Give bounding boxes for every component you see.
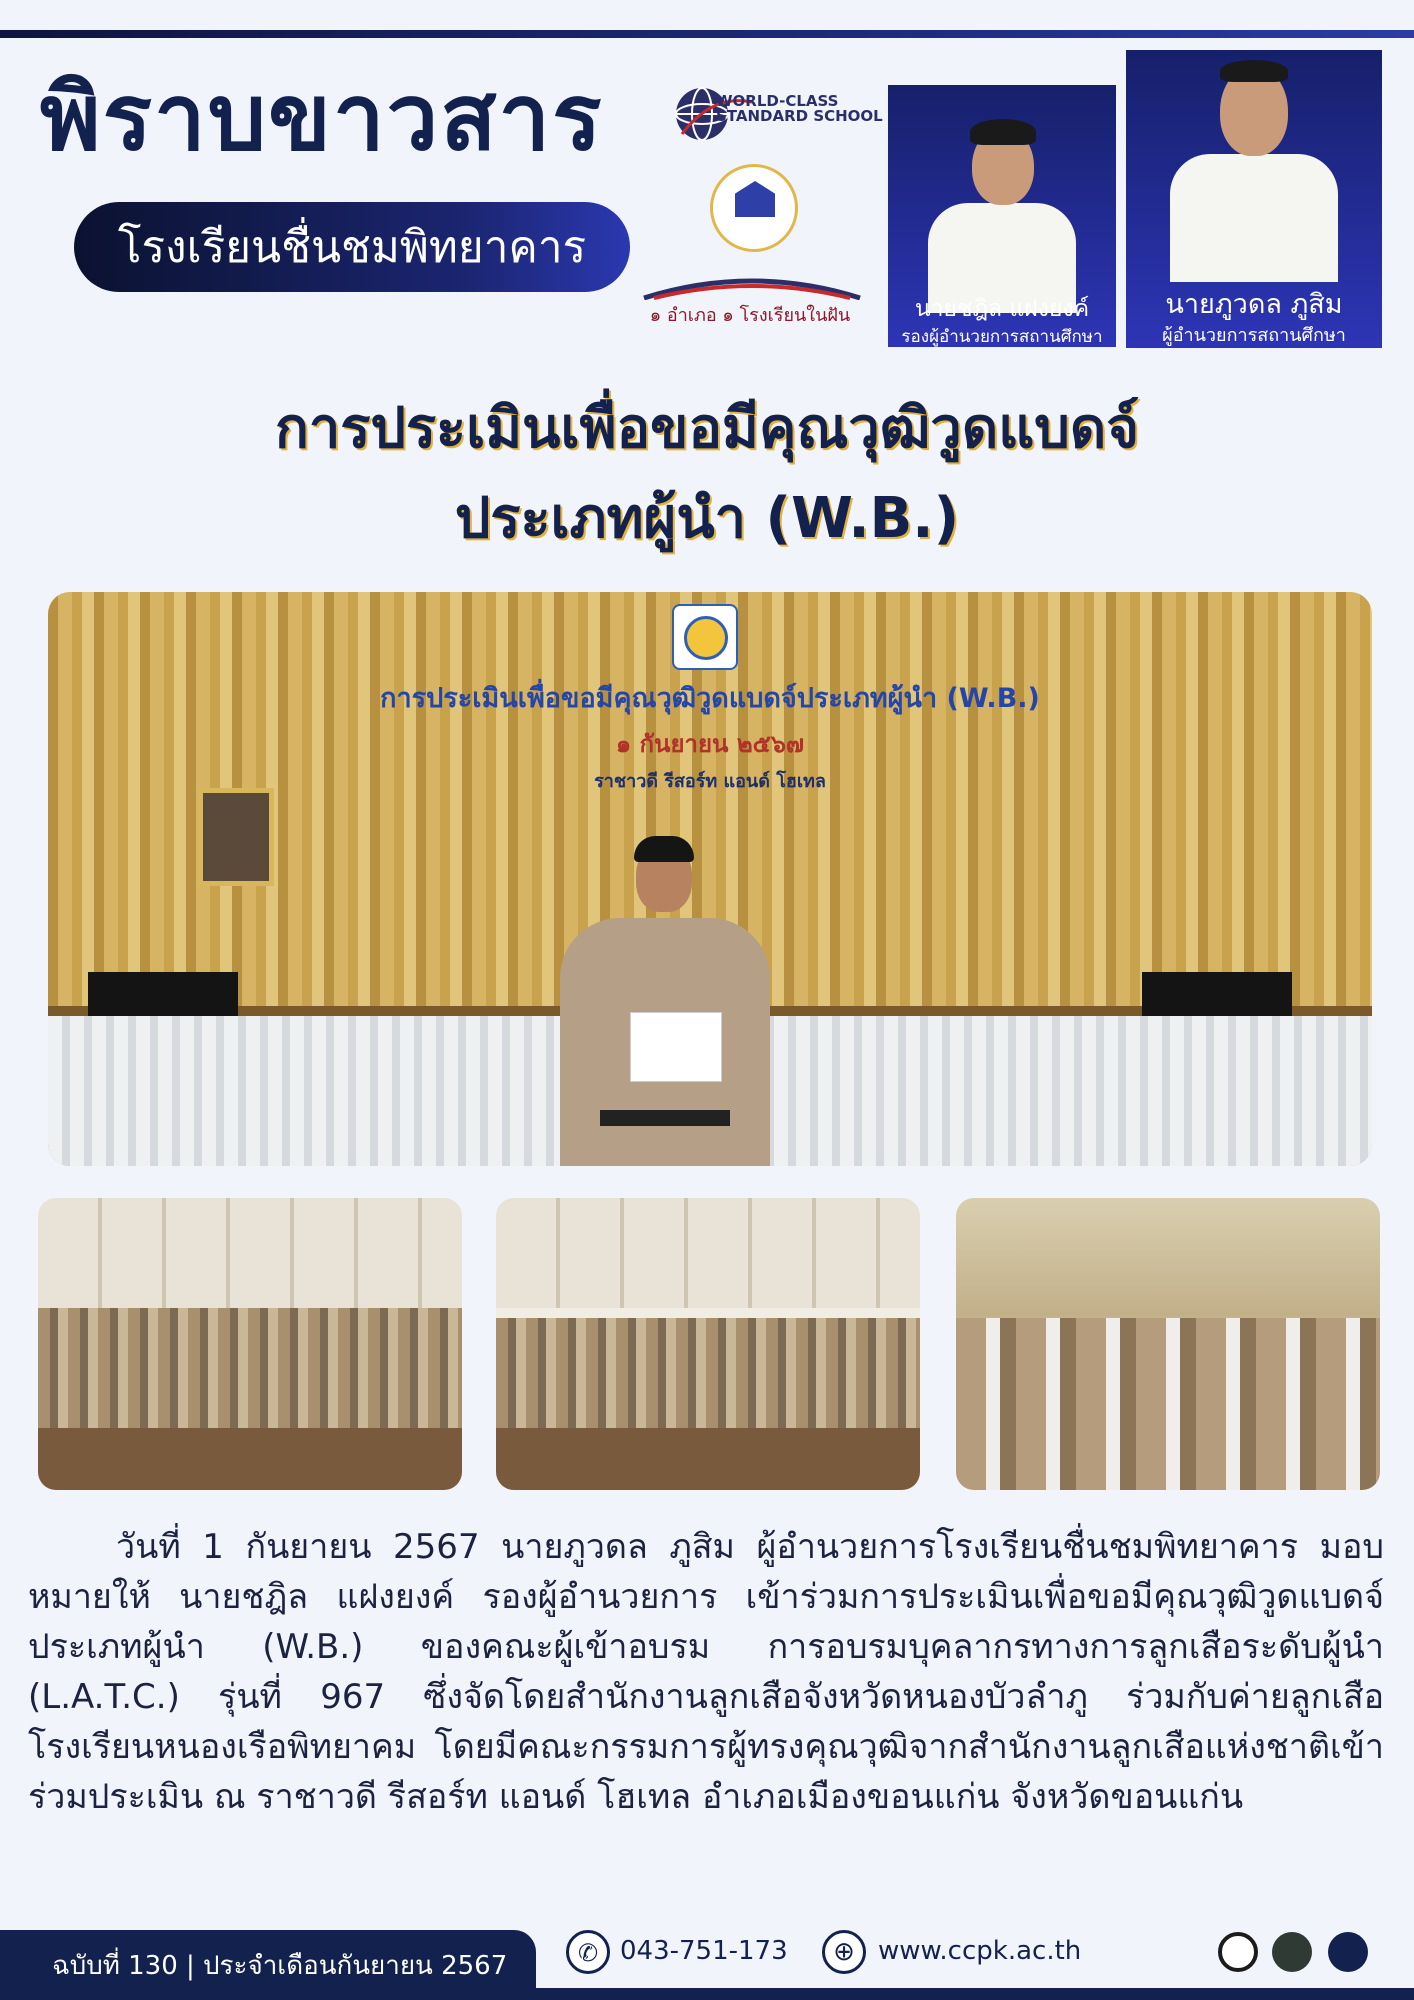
one-district-arc-logo bbox=[640, 270, 864, 300]
world-class-logo-text bbox=[716, 94, 883, 124]
school-name-badge: โรงเรียนชื่นชมพิทยาคาร bbox=[74, 202, 630, 292]
hair bbox=[1220, 60, 1288, 82]
scout-seal bbox=[672, 604, 738, 670]
globe-icon: ⊕ bbox=[822, 1930, 866, 1974]
certificate bbox=[630, 1012, 722, 1082]
classroom-photo bbox=[956, 1198, 1380, 1490]
decor-dot-outline bbox=[1218, 1932, 1258, 1972]
article-body bbox=[28, 1522, 1384, 1822]
hall-photo-1 bbox=[38, 1198, 462, 1490]
newsletter-masthead: พิราบขาวสาร bbox=[40, 64, 604, 171]
main-event-photo bbox=[48, 592, 1372, 1166]
quality-school-emblem bbox=[710, 164, 798, 252]
wcs-line-2: STANDARD SCHOOL bbox=[716, 107, 883, 125]
banner-venue: ราชาวดี รีสอร์ท แอนด์ โฮเทล bbox=[594, 771, 826, 792]
headline-line-1: การประเมินเพื่อขอมีคุณวุฒิวูดแบดจ์ bbox=[274, 396, 1140, 461]
one-district-logo-text: ๑ อำเภอ ๑ โรงเรียนในฝัน bbox=[649, 305, 851, 326]
wcs-line-1: WORLD-CLASS bbox=[716, 92, 839, 110]
director-portrait bbox=[1126, 50, 1382, 348]
website-link[interactable]: www.ccpk.ac.th bbox=[878, 1936, 1082, 1966]
director-name: นายภูวดล ภูสิม bbox=[1165, 289, 1343, 320]
hair bbox=[970, 119, 1036, 145]
top-accent-bar bbox=[0, 30, 1414, 38]
deputy-director-position: รองผู้อำนวยการสถานศึกษา bbox=[901, 327, 1103, 347]
phone-number[interactable]: 043-751-173 bbox=[620, 1936, 788, 1966]
director-position: ผู้อำนวยการสถานศึกษา bbox=[1162, 325, 1346, 346]
issue-info-bar bbox=[0, 1930, 536, 2000]
article-paragraph: วันที่ 1 กันยายน 2567 นายภูวดล ภูสิม ผู้อำนวยการโรงเรียนชื่นชมพิทยาคาร มอบหมายให้ นายชฎิล แฝงยงค์ รองผู้อำนวยการ เข้าร่วมการประเมินเพื่อขอมีคุณวุฒิวูดแบดจ์ประเภทผู้นำ (W.B.) ของคณะผู้เข้าอบรม การอบรมบุคลากรทางการลูกเสือระดับผู้นำ (L.A.T.C.) รุ่นที่ 967 ซึ่งจัดโดยสำนักงานลูกเสือจังหวัดหนองบัวลำภู ร่วมกับค่ายลูกเสือโรงเรียนหนองเรือพิทยาคม โดยมีคณะกรรมการผู้ทรงคุณวุฒิจากสำนักงานลูกเสือแห่งชาติเข้าร่วมประเมิน ณ ราชาวดี รีสอร์ท แอนด์ โฮเทล อำเภอเมืองขอนแก่น จังหวัดขอนแก่น bbox=[28, 1527, 1384, 1817]
deputy-director-portrait bbox=[888, 85, 1116, 347]
issue-info: ฉบับที่ 130 | ประจำเดือนกันยายน 2567 bbox=[52, 1950, 508, 1981]
banner-title: การประเมินเพื่อขอมีคุณวุฒิวูดแบดจ์ประเภทผู้นำ (W.B.) bbox=[380, 683, 1040, 714]
uniform bbox=[1170, 154, 1338, 282]
banner-date: ๑ กันยายน ๒๕๖๗ bbox=[615, 730, 805, 758]
scout-leader-figure bbox=[560, 840, 770, 1166]
deputy-director-name: นายชฎิล แฝงยงค์ bbox=[914, 296, 1090, 322]
stage-speaker-left bbox=[88, 972, 238, 1016]
decor-dot-dark bbox=[1272, 1932, 1312, 1972]
headline-line-2: ประเภทผู้นำ (W.B.) bbox=[454, 486, 960, 551]
royal-portrait-frame bbox=[198, 788, 274, 886]
decor-dot-navy bbox=[1328, 1932, 1368, 1972]
phone-icon: ✆ bbox=[566, 1930, 610, 1974]
footer-strip bbox=[536, 1988, 1414, 2000]
hall-photo-2 bbox=[496, 1198, 920, 1490]
stage-speaker-right bbox=[1142, 972, 1292, 1016]
